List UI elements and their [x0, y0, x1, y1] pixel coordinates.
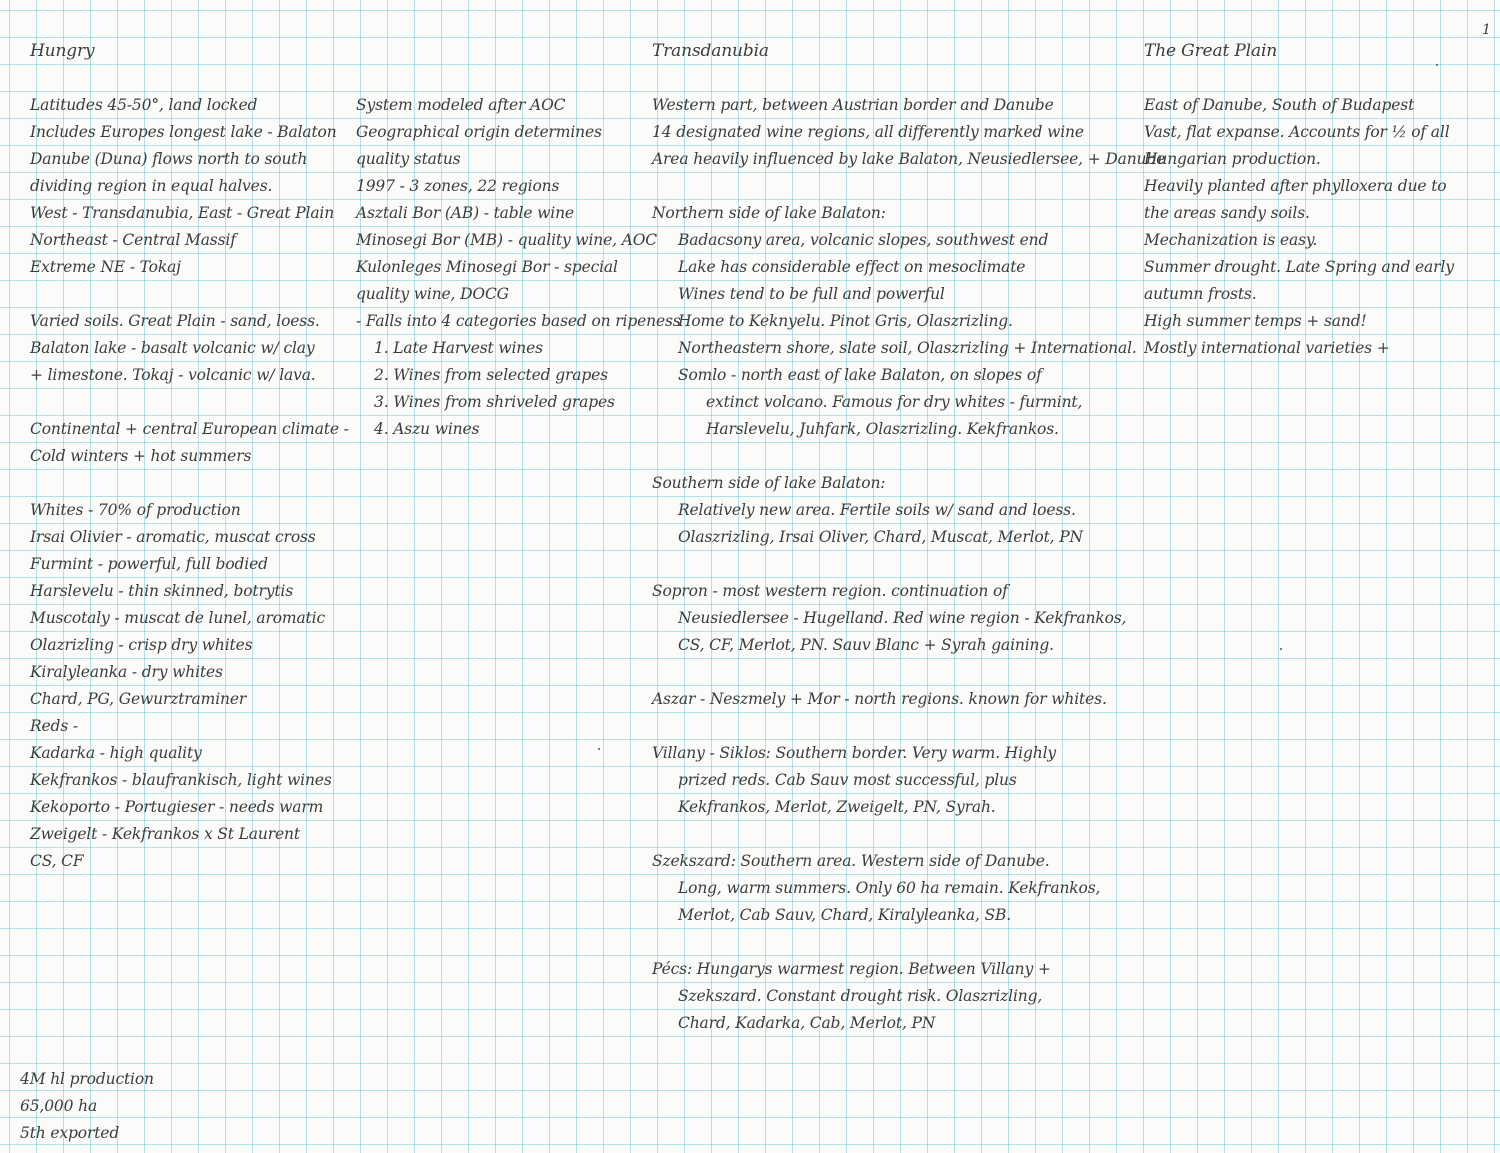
note-line: 4. Aszu wines	[374, 420, 480, 438]
note-line: Irsai Olivier - aromatic, muscat cross	[30, 528, 316, 546]
note-line: Muscotaly - muscat de lunel, aromatic	[30, 609, 325, 627]
note-line: autumn frosts.	[1144, 285, 1257, 303]
note-line: Includes Europes longest lake - Balaton	[30, 123, 337, 141]
note-line: Pécs: Hungarys warmest region. Between Villany +	[652, 960, 1051, 978]
note-line: Balaton lake - basalt volcanic w/ clay	[30, 339, 315, 357]
note-line: extinct volcano. Famous for dry whites - furmint,	[706, 393, 1083, 411]
note-line: Northeastern shore, slate soil, Olaszrizling + International.	[678, 339, 1137, 357]
note-line: Olazrizling - crisp dry whites	[30, 636, 253, 654]
note-line	[1144, 65, 1454, 92]
note-line: dividing region in equal halves.	[30, 177, 273, 195]
note-line: Kadarka - high quality	[30, 744, 202, 762]
note-line: 2. Wines from selected grapes	[374, 366, 608, 384]
note-line: Kekoporto - Portugieser - needs warm	[30, 798, 324, 816]
note-line: Harslevelu, Juhfark, Olaszrizling. Kekfrankos.	[706, 420, 1059, 438]
note-line: CS, CF, Merlot, PN. Sauv Blanc + Syrah gaining.	[678, 636, 1054, 654]
note-line: Chard, Kadarka, Cab, Merlot, PN	[678, 1014, 936, 1032]
note-line: 14 designated wine regions, all differently marked wine	[652, 123, 1084, 141]
note-line	[30, 65, 349, 92]
note-line: 1997 - 3 zones, 22 regions	[356, 177, 560, 195]
pen-dot	[598, 748, 600, 750]
note-line: Kulonleges Minosegi Bor - special	[356, 258, 618, 276]
note-line: Continental + central European climate -	[30, 420, 349, 438]
note-line: Kiralyleanka - dry whites	[30, 663, 223, 681]
note-line: Asztali Bor (AB) - table wine	[356, 204, 574, 222]
note-line: Reds -	[30, 717, 78, 735]
note-line: Area heavily influenced by lake Balaton, Neusiedlersee, + Danube	[652, 150, 1166, 168]
note-line: Vast, flat expanse. Accounts for ½ of all	[1144, 123, 1450, 141]
note-line: Latitudes 45-50°, land locked	[30, 96, 258, 114]
note-line: Mechanization is easy.	[1144, 231, 1318, 249]
column-hungary	[30, 38, 349, 875]
note-line: 1. Late Harvest wines	[374, 339, 543, 357]
note-line: Hungarian production.	[1144, 150, 1321, 168]
note-line: CS, CF	[30, 852, 84, 870]
note-line: the areas sandy soils.	[1144, 204, 1310, 222]
column-classification	[356, 92, 681, 443]
note-line: High summer temps + sand!	[1144, 312, 1367, 330]
note-line: 65,000 ha	[20, 1097, 98, 1115]
note-line: quality wine, DOCG	[356, 285, 509, 303]
column-great-plain	[1144, 38, 1454, 362]
production-stats	[20, 1066, 154, 1147]
note-line: System modeled after AOC	[356, 96, 566, 114]
section-heading: Southern side of lake Balaton:	[652, 474, 886, 492]
note-line: Furmint - powerful, full bodied	[30, 555, 268, 573]
note-line: Zweigelt - Kekfrankos x St Laurent	[30, 825, 300, 843]
note-line: Harslevelu - thin skinned, botrytis	[30, 582, 294, 600]
note-line: Somlo - north east of lake Balaton, on slopes of	[678, 366, 1042, 384]
note-line: Szekszard: Southern area. Western side of Danube.	[652, 852, 1050, 870]
note-line: Kekfrankos - blaufrankisch, light wines	[30, 771, 332, 789]
note-line: Varied soils. Great Plain - sand, loess.	[30, 312, 320, 330]
note-line: Badacsony area, volcanic slopes, southwest end	[678, 231, 1049, 249]
note-line: - Falls into 4 categories based on ripeness	[356, 312, 681, 330]
note-line: Wines tend to be full and powerful	[678, 285, 945, 303]
page-number: 1	[1482, 22, 1491, 38]
note-line: Olaszrizling, Irsai Oliver, Chard, Muscat, Merlot, PN	[678, 528, 1083, 546]
column-title: Hungry	[30, 41, 95, 61]
note-line: Sopron - most western region. continuation of	[652, 582, 1008, 600]
note-line: 4M hl production	[20, 1070, 154, 1088]
note-line	[652, 65, 1165, 92]
note-line: Minosegi Bor (MB) - quality wine, AOC	[356, 231, 657, 249]
note-line: Extreme NE - Tokaj	[30, 258, 181, 276]
note-line: Summer drought. Late Spring and early	[1144, 258, 1454, 276]
pen-dot	[1280, 648, 1282, 650]
column-title: Transdanubia	[652, 41, 769, 61]
note-line: Kekfrankos, Merlot, Zweigelt, PN, Syrah.	[678, 798, 996, 816]
note-line: + limestone. Tokaj - volcanic w/ lava.	[30, 366, 316, 384]
note-line: East of Danube, South of Budapest	[1144, 96, 1415, 114]
pen-dot	[1436, 64, 1438, 66]
note-line: Szekszard. Constant drought risk. Olaszrizling,	[678, 987, 1043, 1005]
note-line: Mostly international varieties +	[1144, 339, 1390, 357]
column-title: The Great Plain	[1144, 41, 1278, 61]
note-line: Heavily planted after phylloxera due to	[1144, 177, 1447, 195]
note-line: Long, warm summers. Only 60 ha remain. Kekfrankos,	[678, 879, 1101, 897]
note-line: Relatively new area. Fertile soils w/ sand and loess.	[678, 501, 1076, 519]
note-line: 3. Wines from shriveled grapes	[374, 393, 615, 411]
note-line: Cold winters + hot summers	[30, 447, 252, 465]
note-line: Danube (Duna) flows north to south	[30, 150, 308, 168]
note-line: Merlot, Cab Sauv, Chard, Kiralyleanka, SB.	[678, 906, 1012, 924]
note-line: Geographical origin determines	[356, 123, 602, 141]
note-line: prized reds. Cab Sauv most successful, plus	[678, 771, 1017, 789]
note-line: Northeast - Central Massif	[30, 231, 236, 249]
note-line: Chard, PG, Gewurztraminer	[30, 690, 247, 708]
note-line: quality status	[356, 150, 461, 168]
section-heading: Northern side of lake Balaton:	[652, 204, 886, 222]
note-line: Aszar - Neszmely + Mor - north regions. known for whites.	[652, 690, 1107, 708]
note-line: 5th exported	[20, 1124, 120, 1142]
note-line: Lake has considerable effect on mesoclimate	[678, 258, 1026, 276]
note-line: Neusiedlersee - Hugelland. Red wine region - Kekfrankos,	[678, 609, 1127, 627]
note-line: Whites - 70% of production	[30, 501, 241, 519]
column-transdanubia	[652, 38, 1165, 1037]
note-line: West - Transdanubia, East - Great Plain	[30, 204, 335, 222]
note-line: Home to Keknyelu. Pinot Gris, Olaszrizling.	[678, 312, 1013, 330]
note-line: Villany - Siklos: Southern border. Very warm. Highly	[652, 744, 1056, 762]
note-line: Western part, between Austrian border and Danube	[652, 96, 1054, 114]
